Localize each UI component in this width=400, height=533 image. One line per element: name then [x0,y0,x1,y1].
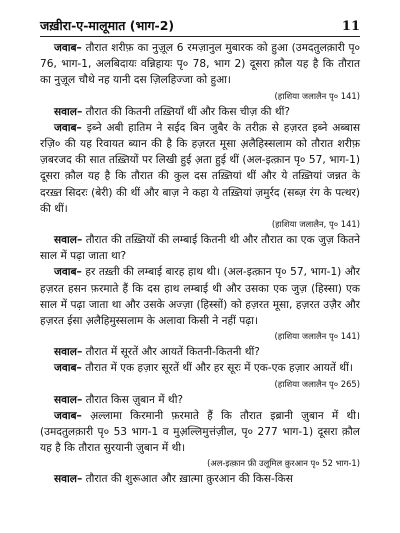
question-label: सवाल– [54,473,83,486]
page-body [40,40,360,488]
question-text: तौरात की तख़्तियों की लम्बाई कितनी थी और तौरात का एक जुज़ कितने साल में पढ़ा जाता था? [40,234,360,263]
question-paragraph [40,232,360,264]
answer-text: हर तख़्ती की लम्बाई बारह हाथ थी। (अल-इत्क़ान पृ० 57, भाग-1) और हज़रत हसन फ़रमाते हैं कि दस हाथ लम्बाई थी और उसका एक जुज़ (हिस्सा) एक साल में पढ़ा जाता था और उसके अज्ज़ा (हिस्सों) को हज़रत मूसा, हज़रत उज़ैर और हज़रत ईसा अ़लैहिमुस्सलाम के अलावा किसी ने नहीं पढ़ा। [40,266,360,328]
answer-label: जवाब– [54,409,82,422]
source-citation: (हाशिया जलालैन, पृ० 141) [271,219,360,230]
question-text: तौरात में सूरतें और आयतें कितनी-कितनी थीं? [82,346,260,359]
answer-text: तौरात में एक हज़ार सूरतें थीं और हर सूरः में एक-एक हज़ार आयतें थीं। [81,362,353,375]
source-citation: (हाशिया जलालैन पृ० 141) [274,331,360,342]
question-paragraph [40,344,360,360]
question-label: सवाल– [54,234,83,247]
answer-paragraph [40,408,360,457]
question-label: सवाल– [54,346,83,359]
answer-paragraph [40,264,360,329]
answer-text: अ़ल्लामा किरमानी फ़रमाते हैं कि तौरात इब्रानी ज़ुबान में थी। (उमदतुलक़ारी पृ० 53 भाग-1 व मुअ़ल्लिमुत्तंज़ील, पृ० 277 भाग-1) दूसरा क़ौल यह है कि तौरात सुरयानी ज़ुबान में थी। [40,409,360,455]
answer-label: जवाब– [54,121,82,134]
question-paragraph [40,392,360,408]
question-text: तौरात की शुरूआत और ख़ात्मा क़ुरआन की किस-किस [82,473,293,486]
answer-label: जवाब– [54,362,82,375]
header-rule [40,36,360,37]
answer-label: जवाब– [54,266,82,279]
question-label: सवाल– [54,393,83,406]
question-text: तौरात किस ज़ुबान में थी? [82,393,184,406]
page-header [40,14,360,34]
answer-paragraph [40,360,360,376]
question-paragraph [40,104,360,120]
answer-paragraph [40,120,360,217]
page-number: 11 [341,19,360,34]
running-title: जख़ीरा-ए-मालूमात (भाग-2) [40,18,175,33]
question-paragraph [40,471,360,487]
answer-paragraph [40,40,360,89]
question-label: सवाल– [54,105,83,118]
source-citation: (हाशिया जलालैन पृ० 141) [274,90,360,101]
question-text: तौरात की कितनी तख़्तियाँ थीं और किस चीज़ की थीं? [82,105,290,118]
source-citation: (अल-इत्क़ान फ़ी उलूमिल क़ुरआन पृ० 52 भाग-1) [207,458,360,469]
answer-text: इब्ने अबी हातिम ने सईद बिन जुबैर के तरीक़ से हज़रत इब्ने अब्बास रज़ि० की यह रिवायत ब्यान की है कि हज़रत मूसा अ़लैहिस्सलाम को तौरात शरीफ़ ज़बरजद की सात तख़्तियों पर लिखी हुई अ़ता हुई थीं (अल-इत्क़ान पृ० 57, भाग-1) दूसरा क़ौल यह है कि तौरात की कुल दस तख़्तियां थीं और ये तख़्तियां जन्नत के दरख़्त सिदरः (बेरी) की थीं और बाज़ ने कहा ये तख़्तियां ज़मुर्रद (सब्ज़ रंग के पत्थर) की थीं। [40,121,360,215]
answer-label: जवाब– [54,42,82,54]
answer-text: तौरात शरीफ़ का नुज़ूल 6 रमज़ानुल मुबारक को हुआ (उमदतुलक़ारी पृ० 76, भाग-1, अलबिदायः वन्निहायः पृ० 78, भाग 2) दूसरा क़ौल यह है कि तौरात का नुज़ूल चौथे नह यानी दस ज़िलहिज्जा को हुआ। [40,42,360,87]
source-citation: (हाशिया जलालैन पृ० 265) [274,378,360,389]
